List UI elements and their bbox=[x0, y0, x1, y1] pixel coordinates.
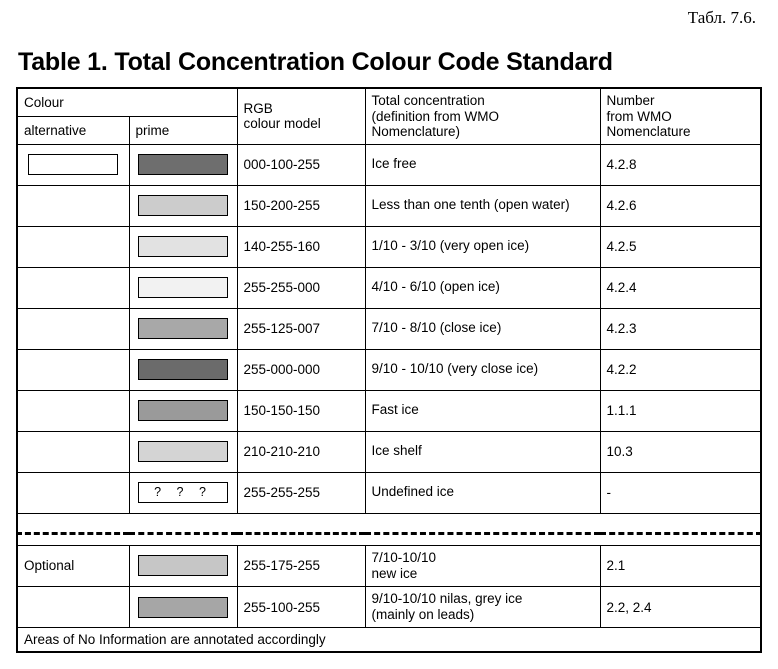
colour-swatch-prime-undefined: ? ? ? bbox=[138, 482, 228, 503]
rgb-value: 255-255-255 bbox=[237, 472, 365, 513]
header-alternative: alternative bbox=[17, 116, 129, 144]
rgb-value: 150-200-255 bbox=[237, 185, 365, 226]
optional-separator bbox=[17, 533, 761, 545]
rgb-value: 210-210-210 bbox=[237, 431, 365, 472]
spacer-cell bbox=[17, 513, 761, 533]
alternative-swatch-cell bbox=[17, 226, 129, 267]
optional-empty-cell bbox=[17, 586, 129, 627]
table-footer-note: Areas of No Information are annotated accordingly bbox=[17, 628, 761, 653]
table-row bbox=[17, 185, 761, 226]
alternative-swatch-cell bbox=[17, 144, 129, 185]
colour-swatch-prime bbox=[138, 359, 228, 380]
prime-swatch-cell bbox=[129, 144, 237, 185]
page-title: Table 1. Total Concentration Colour Code Standard bbox=[18, 48, 613, 76]
concentration-value bbox=[365, 545, 600, 586]
colour-swatch-prime bbox=[138, 555, 228, 576]
colour-swatch-prime bbox=[138, 154, 228, 175]
prime-swatch-cell bbox=[129, 586, 237, 627]
header-number-line2: from WMO bbox=[606, 108, 672, 124]
table-spacer-row bbox=[17, 513, 761, 533]
concentration-value: Ice free bbox=[365, 144, 600, 185]
alternative-swatch-cell bbox=[17, 185, 129, 226]
prime-swatch-cell bbox=[129, 349, 237, 390]
number-value: 1.1.1 bbox=[600, 390, 761, 431]
prime-swatch-cell bbox=[129, 431, 237, 472]
rgb-value: 150-150-150 bbox=[237, 390, 365, 431]
table-row bbox=[17, 267, 761, 308]
table-row bbox=[17, 472, 761, 513]
number-value: 10.3 bbox=[600, 431, 761, 472]
number-value: 4.2.8 bbox=[600, 144, 761, 185]
number-value: 4.2.4 bbox=[600, 267, 761, 308]
header-number-line3: Nomenclature bbox=[606, 124, 691, 140]
table-row bbox=[17, 144, 761, 185]
header-concentration bbox=[365, 88, 600, 144]
table-row bbox=[17, 308, 761, 349]
concentration-value: Less than one tenth (open water) bbox=[365, 185, 600, 226]
colour-swatch-prime bbox=[138, 441, 228, 462]
number-value: 4.2.3 bbox=[600, 308, 761, 349]
prime-swatch-cell bbox=[129, 545, 237, 586]
prime-swatch-cell bbox=[129, 308, 237, 349]
colour-swatch-prime bbox=[138, 597, 228, 618]
header-number bbox=[600, 88, 761, 144]
colour-swatch-alternative bbox=[28, 154, 118, 175]
prime-swatch-cell bbox=[129, 472, 237, 513]
number-value: 4.2.5 bbox=[600, 226, 761, 267]
rgb-value: 255-100-255 bbox=[237, 586, 365, 627]
concentration-line2: new ice bbox=[371, 565, 418, 581]
prime-swatch-cell bbox=[129, 267, 237, 308]
concentration-line1: 7/10-10/10 bbox=[371, 549, 437, 565]
colour-code-table bbox=[16, 87, 762, 653]
rgb-value: 255-000-000 bbox=[237, 349, 365, 390]
table-header bbox=[17, 88, 761, 144]
table-row-optional bbox=[17, 586, 761, 627]
concentration-value: 4/10 - 6/10 (open ice) bbox=[365, 267, 600, 308]
number-value: 2.1 bbox=[600, 545, 761, 586]
alternative-swatch-cell bbox=[17, 472, 129, 513]
rgb-value: 140-255-160 bbox=[237, 226, 365, 267]
alternative-swatch-cell bbox=[17, 431, 129, 472]
number-value: - bbox=[600, 472, 761, 513]
header-rgb-line2: colour model bbox=[243, 116, 321, 132]
prime-swatch-cell bbox=[129, 390, 237, 431]
concentration-value: Fast ice bbox=[365, 390, 600, 431]
header-rgb bbox=[237, 88, 365, 144]
header-concentration-line2: (definition from WMO bbox=[371, 108, 500, 124]
header-prime: prime bbox=[129, 116, 237, 144]
table-row bbox=[17, 226, 761, 267]
concentration-value: Ice shelf bbox=[365, 431, 600, 472]
concentration-line1: 9/10-10/10 nilas, grey ice bbox=[371, 590, 523, 606]
table-caption-top: Табл. 7.6. bbox=[687, 8, 756, 27]
colour-swatch-prime bbox=[138, 277, 228, 298]
table-row bbox=[17, 431, 761, 472]
alternative-swatch-cell bbox=[17, 308, 129, 349]
header-concentration-line3: Nomenclature) bbox=[371, 124, 461, 140]
prime-swatch-cell bbox=[129, 226, 237, 267]
table-row bbox=[17, 349, 761, 390]
concentration-value: 9/10 - 10/10 (very close ice) bbox=[365, 349, 600, 390]
header-colour-group: Colour bbox=[17, 88, 237, 116]
rgb-value: 255-175-255 bbox=[237, 545, 365, 586]
rgb-value: 255-125-007 bbox=[237, 308, 365, 349]
table-footer-row bbox=[17, 628, 761, 653]
rgb-value: 000-100-255 bbox=[237, 144, 365, 185]
concentration-value: 7/10 - 8/10 (close ice) bbox=[365, 308, 600, 349]
colour-swatch-prime bbox=[138, 400, 228, 421]
number-value: 4.2.2 bbox=[600, 349, 761, 390]
colour-swatch-prime bbox=[138, 195, 228, 216]
concentration-value: Undefined ice bbox=[365, 472, 600, 513]
concentration-value bbox=[365, 586, 600, 627]
colour-swatch-prime bbox=[138, 236, 228, 257]
table-row bbox=[17, 390, 761, 431]
header-concentration-line1: Total concentration bbox=[371, 93, 485, 108]
number-value: 2.2, 2.4 bbox=[600, 586, 761, 627]
colour-swatch-prime bbox=[138, 318, 228, 339]
header-rgb-line1: RGB bbox=[243, 100, 273, 116]
concentration-line2: (mainly on leads) bbox=[371, 607, 475, 623]
alternative-swatch-cell bbox=[17, 267, 129, 308]
alternative-swatch-cell bbox=[17, 390, 129, 431]
number-value: 4.2.6 bbox=[600, 185, 761, 226]
table-body bbox=[17, 144, 761, 652]
prime-swatch-cell bbox=[129, 185, 237, 226]
concentration-value: 1/10 - 3/10 (very open ice) bbox=[365, 226, 600, 267]
header-number-line1: Number bbox=[606, 93, 655, 108]
alternative-swatch-cell bbox=[17, 349, 129, 390]
dashed-line bbox=[17, 533, 761, 545]
table-row-optional bbox=[17, 545, 761, 586]
table-header-row-1 bbox=[17, 88, 761, 116]
rgb-value: 255-255-000 bbox=[237, 267, 365, 308]
optional-label: Optional bbox=[17, 545, 129, 586]
